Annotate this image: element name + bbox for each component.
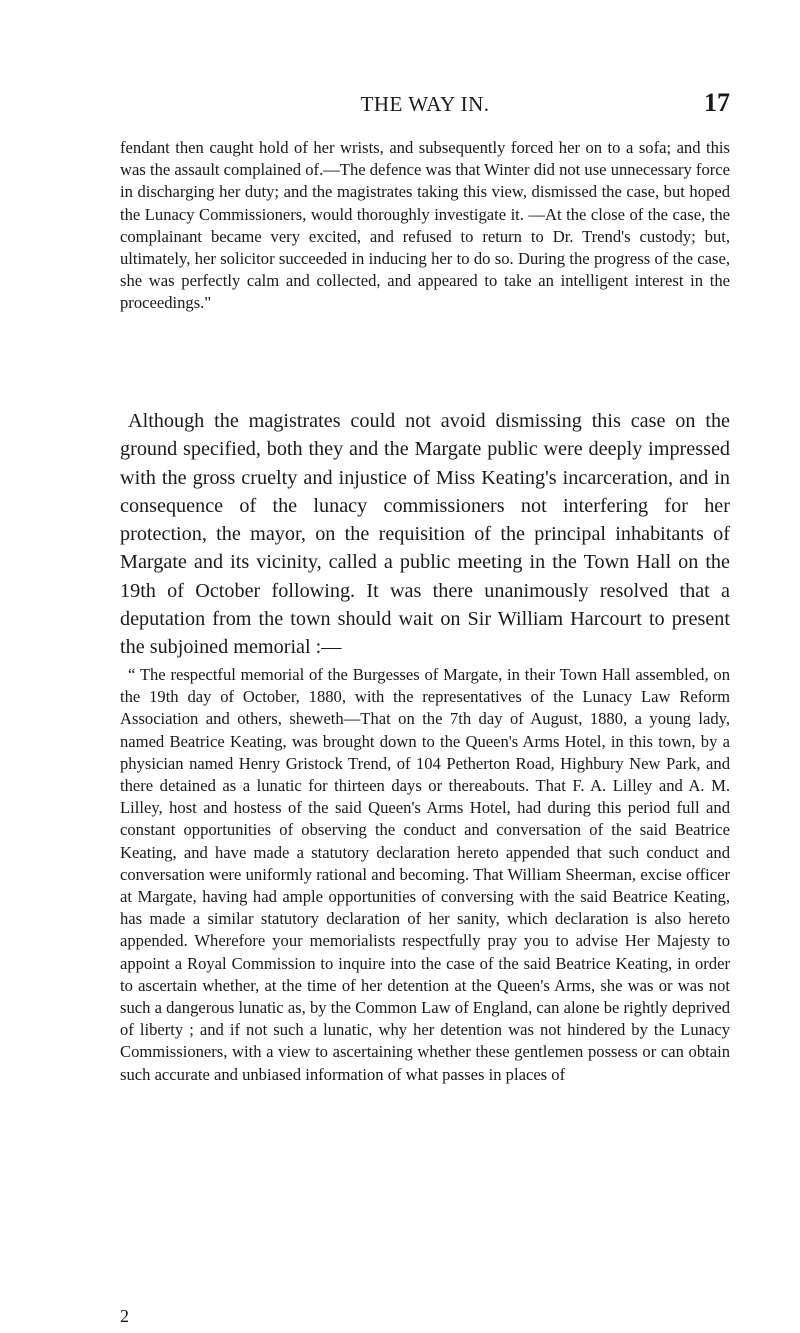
paragraph-continued-report: fendant then caught hold of her wrists, and subsequently forced her on to a sofa; and this was the assault complained of.—The defence was that Winter did not use unnecessary force in discharging her duty; and the magistrates taking this view, dismissed the case, but hoped the Lunacy Commissioners, would thoroughly investigate it. —At the close of the case, the complainant became very excited, and refused to return to Dr. Trend's custody; but, ultimately, her solicitor succeeded in inducing her to do so. During the progress of the case, she was perfectly calm and collected, and appeared to take an intelligent interest in the proceedings." [120,138,731,313]
running-head [120,88,730,120]
running-title: THE WAY IN. [360,92,490,116]
page-number: 17 [704,88,730,117]
paragraph-memorial-quote: “ The respectful memorial of the Burgesses of Margate, in their Town Hall assembled, on the 19th day of October, 1880, with the representatives of the Lunacy Law Reform Association and others, sheweth—That on the 7th day of August, 1880, a young lady, named Beatrice Keating, was brought down to the Queen's Arms Hotel, in this town, by a physician named Henry Gristock Trend, of 104 Petherton Road, Highbury New Park, and there detained as a lunatic for thirteen days or thereabouts. That F. A. Lilley and A. M. Lilley, host and hostess of the said Queen's Arms Hotel, had during this period full and constant opportunities of observing the conduct and conversation of the said Beatrice Keating, and have made a statutory declaration hereto appended that such conduct and conversation were uniformly rational and becoming. That William Sheerman, excise officer at Margate, having had ample opportunities of conversing with the said Beatrice Keating, has made a similar statutory declaration of her sanity, which declaration is also hereto appended. Wherefore your memorialists respectfully pray you to advise Her Majesty to appoint a Royal Commission to inquire into the case of the said Beatrice Keating, in order to ascertain whether, at the time of her detention at the Queen's Arms, she was or was not such a dangerous lunatic as, by the Common Law of England, can alone be rightly deprived of liberty ; and if not such a lunatic, why her detention was not hindered by the Lunacy Commissioners, with a view to ascertaining whether these gentlemen possess or can obtain such accurate and unbiased information of what passes in places of [120,665,730,1084]
signature-mark: 2 [120,1306,129,1326]
paragraph-narrative: Although the magistrates could not avoid dismissing this case on the ground specified, both they and the Margate public were deeply impressed with the gross cruelty and injustice of Miss Keating's incarceration, and in consequence of the lunacy commissioners not interfering for her protection, the mayor, on the requisition of the principal inhabitants of Margate and its vicinity, called a public meeting in the Town Hall on the 19th of October following. It was there unanimously resolved that a deputation from the town should wait on Sir William Harcourt to present the subjoined memorial :— [120,410,730,659]
